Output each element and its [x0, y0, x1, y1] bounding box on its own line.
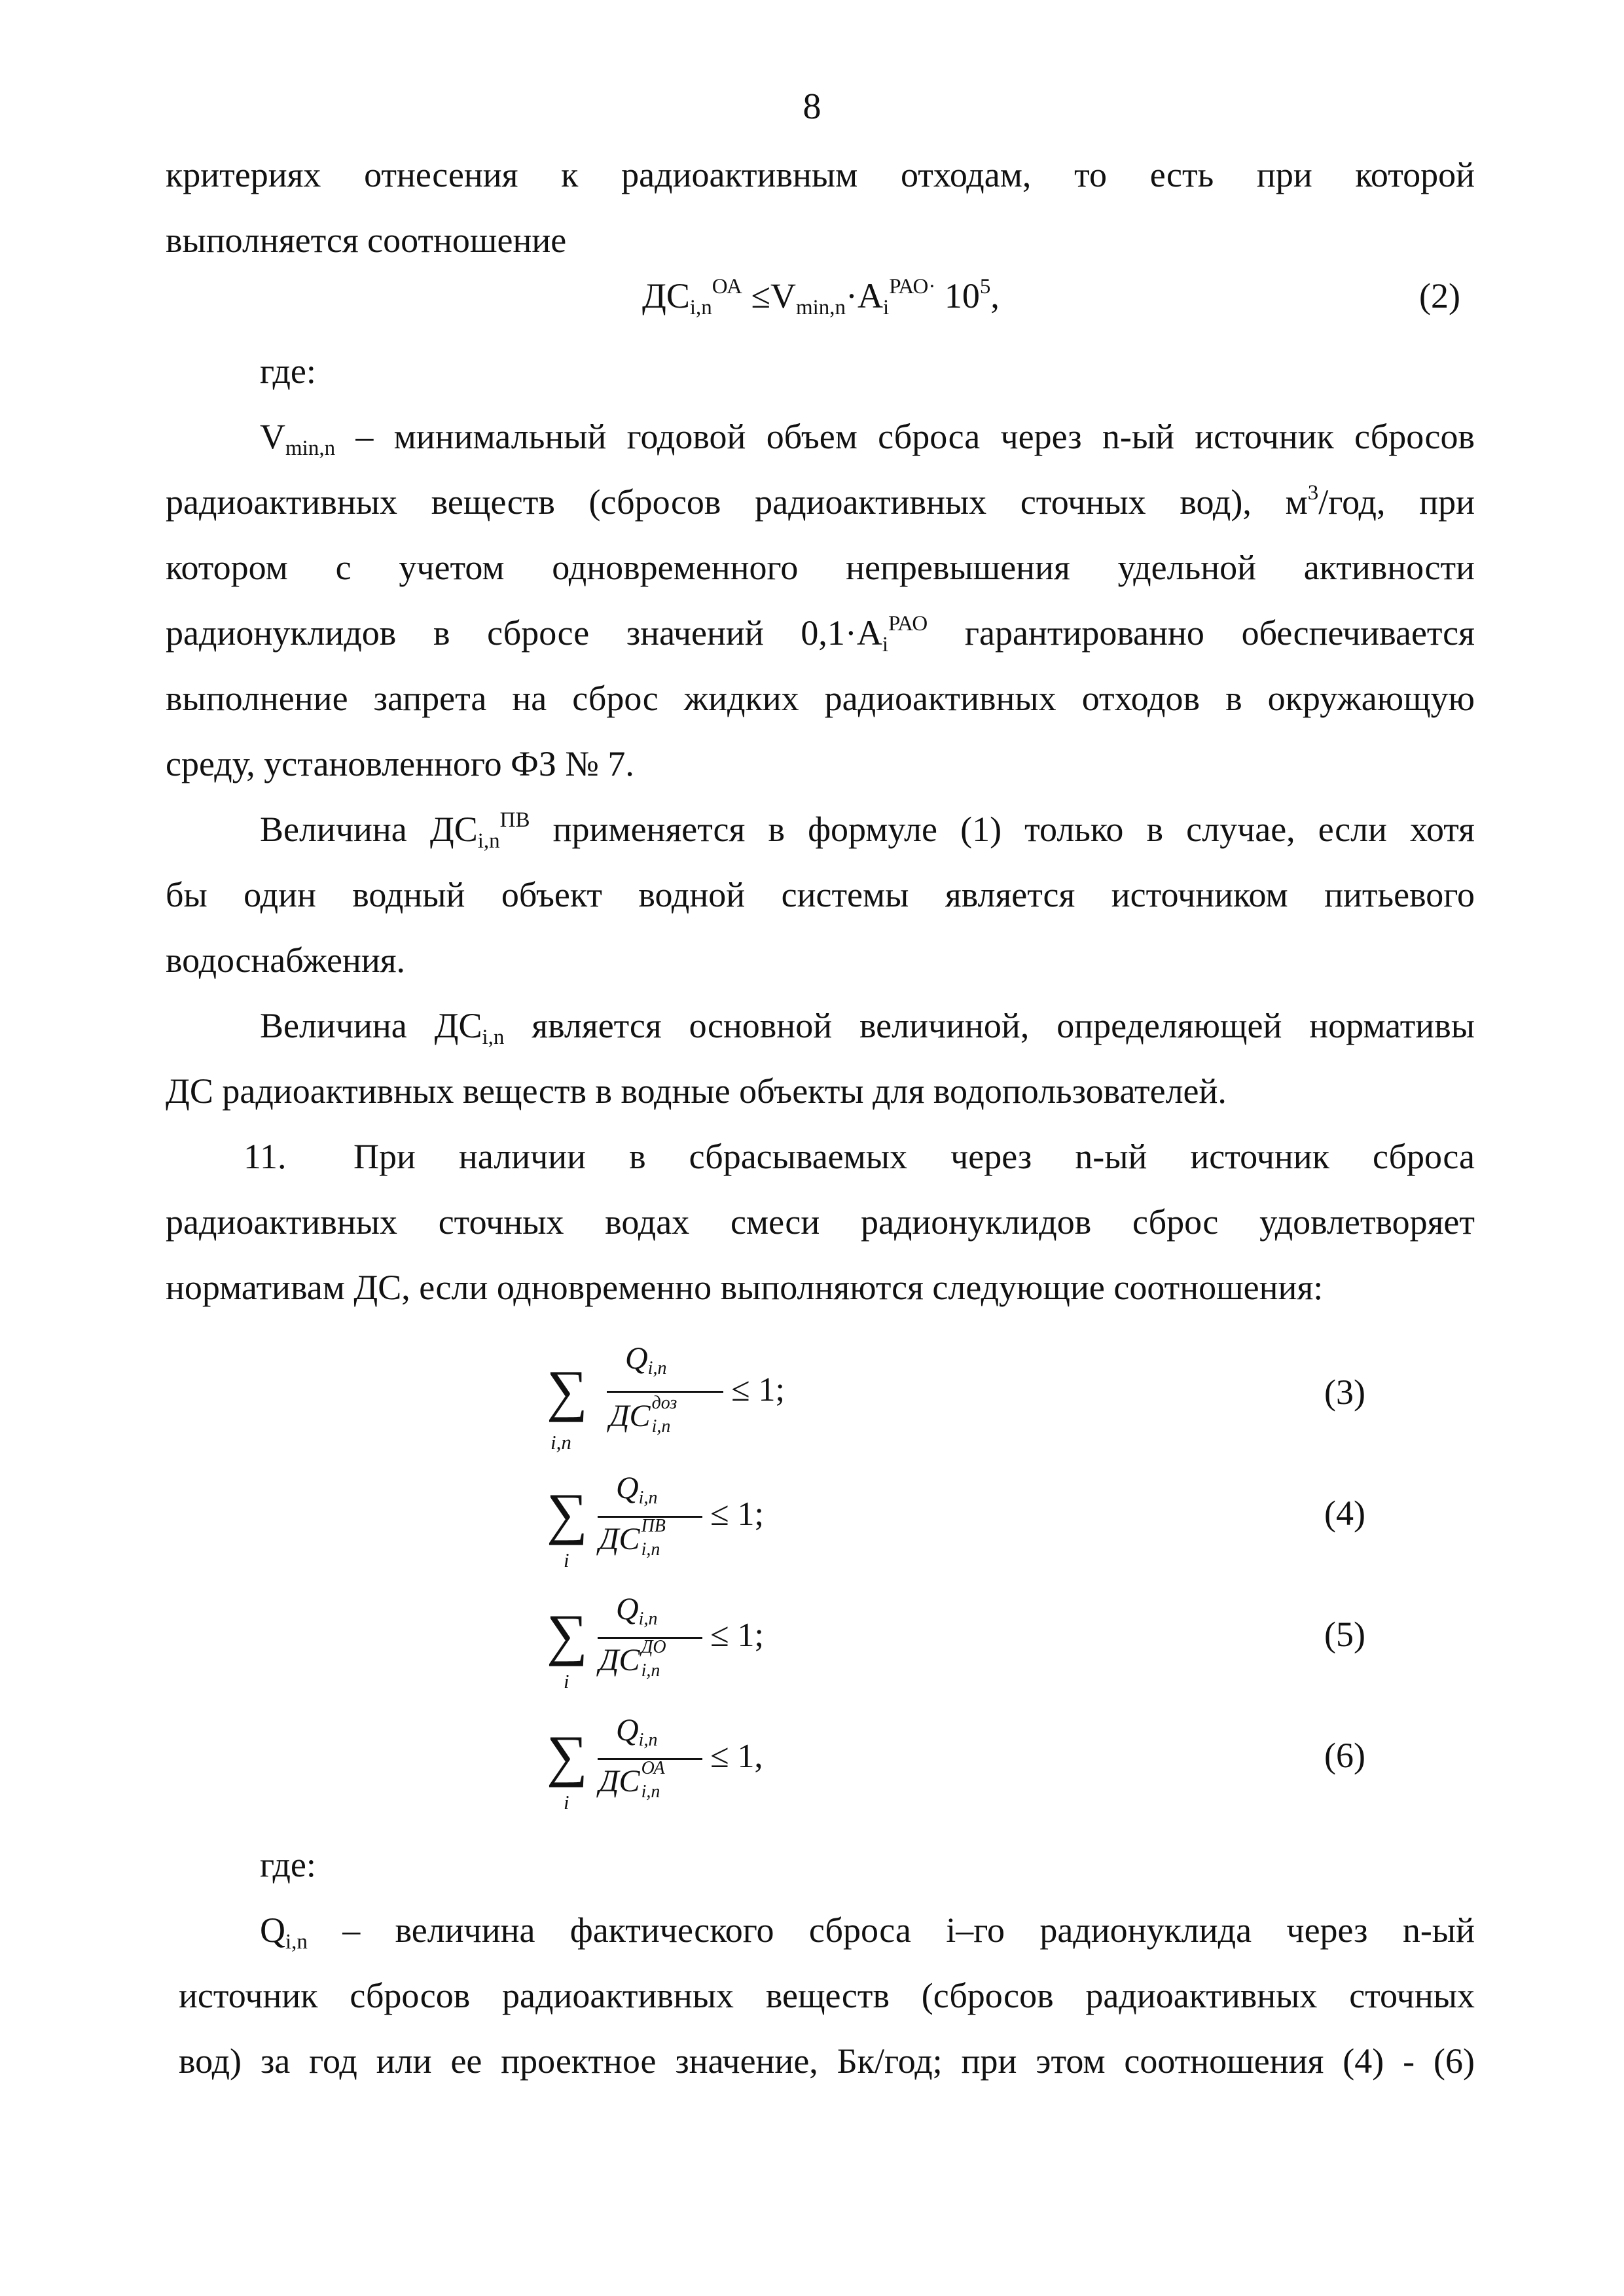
q-definition-line-3: вод) за год или ее проектное значение, Бк/год; при этом соотношения (4) - (6)	[179, 2041, 1475, 2081]
formula-4	[547, 1473, 874, 1577]
sum-symbol: ∑	[547, 1604, 588, 1667]
formula-3-number: (3)	[1324, 1372, 1365, 1412]
item-11-number: 11.	[244, 1137, 287, 1176]
main-value-paragraph-line-1: Величина $ДС_{i,n}$ является основной величиной, определяющей нормативы	[260, 1006, 1475, 1049]
formula-2-number: (2)	[1419, 276, 1460, 315]
formula-5	[547, 1594, 874, 1698]
fraction-numerator: $Q_{i,n}$	[616, 1471, 658, 1508]
vmin-definition-line-1: $V_{min,n}$ – минимальный годовой объем сброса через n-ый источник сбросов	[260, 417, 1475, 460]
formula-4-number: (4)	[1324, 1494, 1365, 1533]
sum-index: i	[564, 1549, 569, 1571]
page-number: 8	[803, 86, 821, 127]
relation: ≤ 1;	[710, 1496, 764, 1533]
fraction-denominator: ДС ДО i,n	[599, 1637, 666, 1681]
sum-index: i	[564, 1791, 569, 1814]
paragraph-1-line-1: критериях отнесения к радиоактивным отходам, то есть при которой	[166, 155, 1475, 194]
vmin-definition-line-4: радионуклидов в сбросе значений $0,1\cdot A_i^{РАО}$ гарантированно обеспечивается	[166, 612, 1475, 656]
relation: ≤ 1;	[731, 1371, 785, 1408]
pv-paragraph-line-1: Величина $ДС_{i,n}^{ПВ}$ применяется в формуле (1) только в случае, если хотя	[260, 808, 1475, 853]
sum-symbol: ∑	[547, 1482, 588, 1546]
q-definition-line-2: источник сбросов радиоактивных веществ (сбросов радиоактивных сточных	[179, 1976, 1475, 2015]
fraction-numerator: $Q_{i,n}$	[616, 1713, 658, 1750]
where-label-1: где:	[260, 351, 316, 391]
sum-index: i,n	[550, 1431, 571, 1454]
where-label-2: где:	[260, 1845, 316, 1884]
sum-symbol: ∑	[547, 1359, 588, 1423]
sum-symbol: ∑	[547, 1725, 588, 1788]
q-definition-line-1: $Q_{i,n}$ – величина фактического сброса i–го радионуклида через n-ый	[260, 1910, 1475, 1954]
fraction-denominator: ДС ПВ i,n	[599, 1516, 666, 1560]
formula-3	[547, 1335, 874, 1460]
formula-6-number: (6)	[1324, 1736, 1365, 1775]
fraction-numerator: $Q_{i,n}$	[616, 1592, 658, 1629]
vmin-definition-line-5: выполнение запрета на сброс жидких радиоактивных отходов в окружающую	[166, 679, 1475, 718]
fraction-denominator: ДС ОА i,n	[599, 1758, 665, 1802]
pv-paragraph-line-3: водоснабжения.	[166, 941, 406, 980]
sum-index: i	[564, 1670, 569, 1693]
item-11-line-1: При наличии в сбрасываемых через n-ый источник сброса	[353, 1137, 1475, 1176]
fraction-numerator: $Q_{i,n}$	[625, 1341, 667, 1378]
formula-6	[547, 1715, 874, 1820]
vmin-definition-line-2: радиоактивных веществ (сбросов радиоактивных сточных вод), $м^3$/год, при	[166, 481, 1475, 522]
main-value-paragraph-line-2: ДС радиоактивных веществ в водные объекты для водопользователей.	[166, 1071, 1227, 1111]
item-11-line-3: нормативам ДС, если одновременно выполняются следующие соотношения:	[166, 1268, 1324, 1307]
relation: ≤ 1;	[710, 1617, 764, 1654]
fraction-denominator: ДС доз i,n	[609, 1393, 677, 1437]
relation: ≤ 1,	[710, 1738, 763, 1775]
vmin-definition-line-6: среду, установленного ФЗ № 7.	[166, 744, 634, 783]
paragraph-1-line-2: выполняется соотношение	[166, 221, 567, 260]
item-11-line-2: радиоактивных сточных водах смеси радионуклидов сброс удовлетворяет	[166, 1202, 1475, 1242]
pv-paragraph-line-2: бы один водный объект водной системы является источником питьевого	[166, 875, 1475, 914]
formula-2: $ДС_{i,n}^{ОА} \le V_{min,n}\cdot A_i^{РАО\cdot}$ $10^5$,	[642, 275, 1000, 319]
vmin-definition-line-3: котором с учетом одновременного непревышения удельной активности	[166, 548, 1475, 587]
formula-5-number: (5)	[1324, 1615, 1365, 1654]
